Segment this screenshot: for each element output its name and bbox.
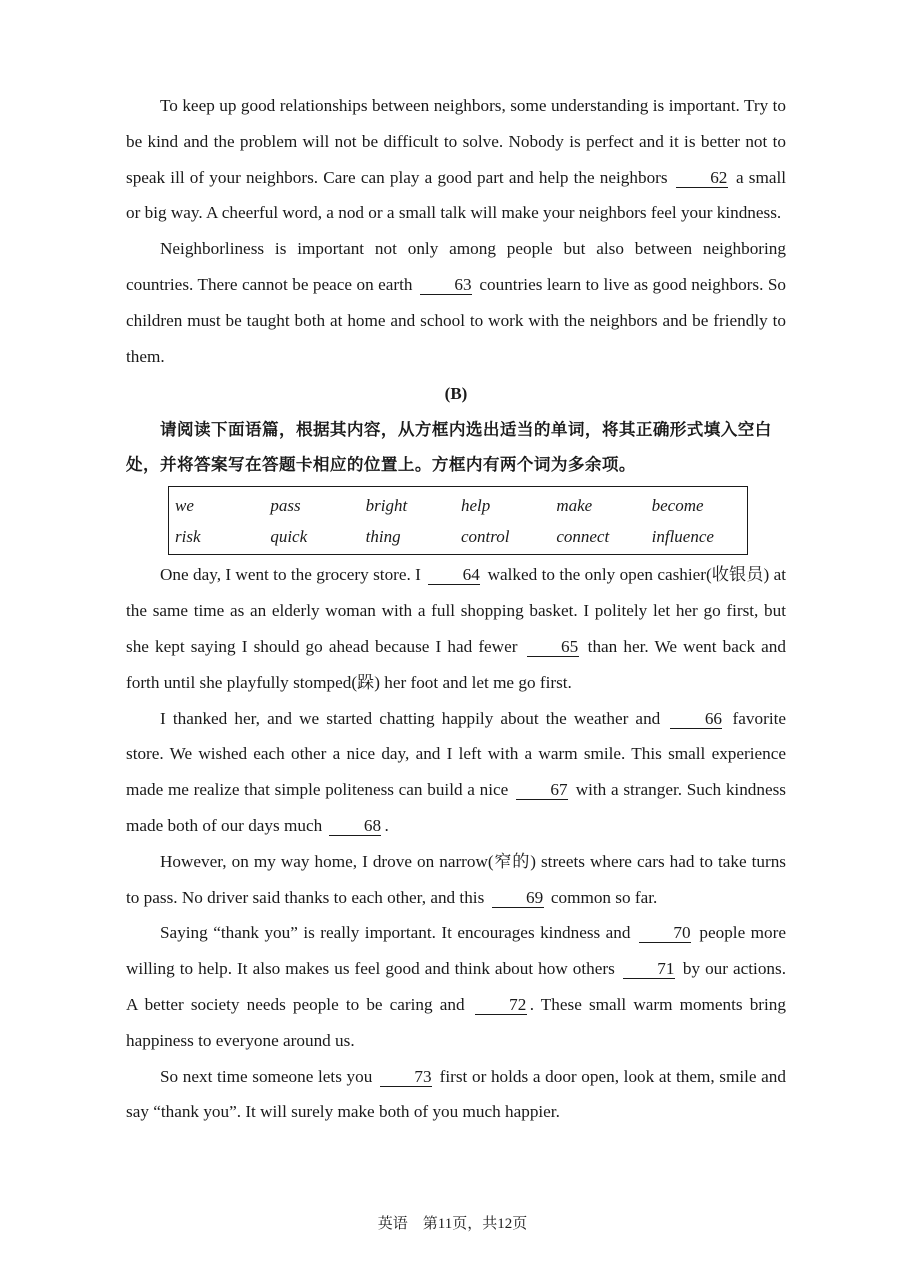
word-option: become: [651, 495, 704, 515]
paragraph: One day, I went to the grocery store. I 64 walked to the only open cashier(收银员) at the same time as an elderly woman with a full shopping basket. I politely let her go first, but she kept saying I should go ahead because I had fewer 65 than her. We went back and forth until she playfully stomped(跺) her foot and let me go first.: [126, 565, 787, 692]
blank-64: 64: [428, 566, 480, 585]
blank-73: 73: [380, 1068, 432, 1087]
blank-71: 71: [623, 960, 675, 979]
blank-69: 69: [492, 889, 544, 908]
section-b-title: (B): [444, 384, 468, 404]
blank-72: 72: [475, 996, 527, 1015]
blank-62: 62: [676, 169, 728, 188]
paragraph: Neighborliness is important not only among people but also between neighboring countries. There cannot be peace on earth 63 countries learn to live as good neighbors. So children must be taught both at home and school to work with the neighbors and be friendly to them.: [126, 239, 786, 366]
word-option: connect: [556, 526, 610, 546]
section-b-instruction: 请阅读下面语篇，根据其内容，从方框内选出适当的单词，将其正确形式填入空白处，并将答案写在答题卡相应的位置上。方框内有两个词为多余项。: [126, 420, 772, 475]
blank-70: 70: [639, 924, 691, 943]
word-option: we: [175, 495, 194, 515]
blank-68: 68: [329, 817, 381, 836]
word-option: bright: [365, 495, 408, 515]
section-a: [126, 88, 786, 374]
page-content: [126, 88, 786, 1130]
word-option: influence: [651, 526, 714, 546]
word-option: thing: [365, 526, 401, 546]
paragraph: I thanked her, and we started chatting happily about the weather and 66 favorite store. We wished each other a nice day, and I left with a warm smile. This small experience made me realize that simple politeness can build a nice 67 with a stranger. Such kindness made both of our days much 68 .: [126, 708, 786, 835]
paragraph: To keep up good relationships between neighbors, some understanding is important. Try to be kind and the problem will not be difficult to solve. Nobody is perfect and it is better not to speak ill of your neighbors. Care can play a good part and help the neighbors 62 a small or big way. A cheerful word, a nod or a small talk will make your neighbors feel your kindness.: [126, 96, 786, 223]
page-footer: 英语 第11页，共12页: [377, 1216, 528, 1232]
word-option: quick: [270, 526, 308, 546]
blank-63: 63: [420, 276, 472, 295]
blank-66: 66: [670, 710, 722, 729]
paragraph: Saying “thank you” is really important. It encourages kindness and 70 people more willing to help. It also makes us feel good and think about how others 71 by our actions. A better society needs people to be caring and 72 . These small warm moments bring happiness to everyone around us.: [126, 923, 786, 1050]
blank-65: 65: [527, 638, 579, 657]
blank-67: 67: [516, 781, 568, 800]
word-option: help: [460, 495, 491, 515]
paragraph: However, on my way home, I drove on narrow(窄的) streets where cars had to take turns to pass. No driver said thanks to each other, and this 69 common so far.: [126, 851, 786, 907]
word-option: pass: [270, 495, 301, 515]
section-b: [126, 557, 786, 1130]
word-box-row: [175, 490, 747, 521]
paragraph: So next time someone lets you 73 first or holds a door open, look at them, smile and say “thank you”. It will surely make both of you much happier.: [126, 1066, 786, 1122]
word-box-row: [175, 521, 747, 552]
word-option: risk: [175, 526, 201, 546]
word-option: make: [556, 495, 593, 515]
word-box: [168, 486, 748, 555]
word-option: control: [460, 526, 510, 546]
